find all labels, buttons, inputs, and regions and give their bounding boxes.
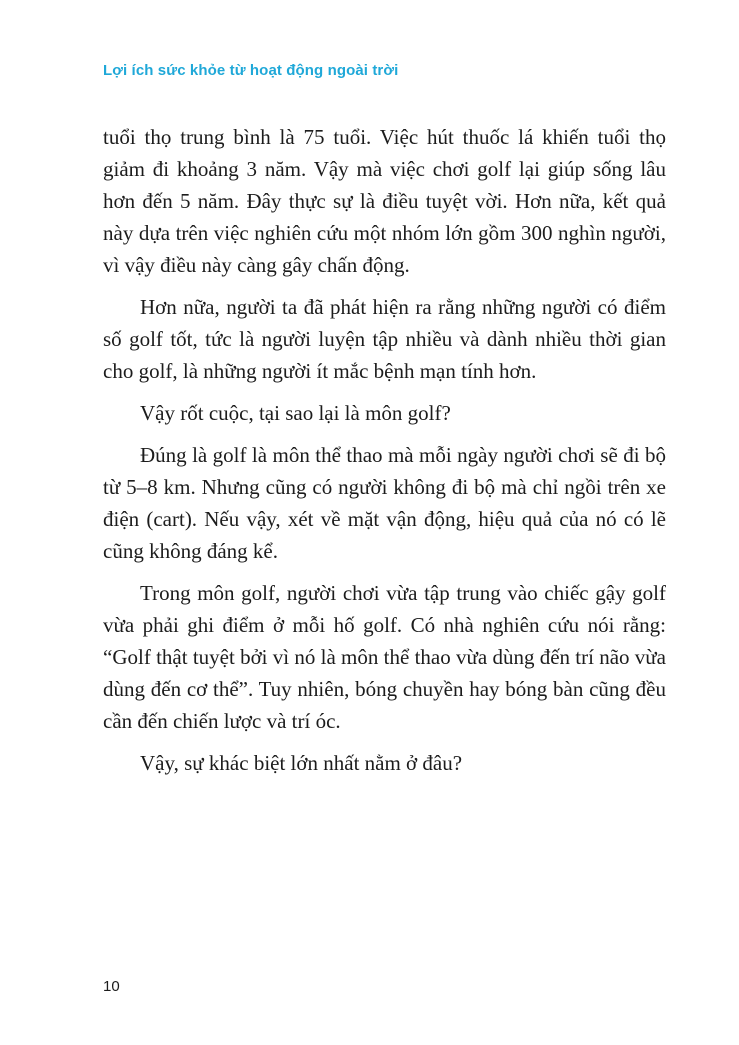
body-text <box>103 121 666 789</box>
paragraph-2: Hơn nữa, người ta đã phát hiện ra rằng những người có điểm số golf tốt, tức là người luyện tập nhiều và dành nhiều thời gian cho golf, là những người ít mắc bệnh mạn tính hơn. <box>103 295 666 383</box>
paragraph-3: Vậy rốt cuộc, tại sao lại là môn golf? <box>140 401 451 425</box>
paragraph-4: Đúng là golf là môn thể thao mà mỗi ngày người chơi sẽ đi bộ từ 5–8 km. Nhưng cũng có người không đi bộ mà chỉ ngồi trên xe điện (cart). Nếu vậy, xét về mặt vận động, hiệu quả của nó có lẽ cũng không đáng kể. <box>103 443 666 563</box>
paragraph-6: Vậy, sự khác biệt lớn nhất nằm ở đâu? <box>140 751 463 775</box>
paragraph-1: tuổi thọ trung bình là 75 tuổi. Việc hút thuốc lá khiến tuổi thọ giảm đi khoảng 3 năm. Vậy mà việc chơi golf lại giúp sống lâu hơn đến 5 năm. Đây thực sự là điều tuyệt vời. Hơn nữa, kết quả này dựa trên việc nghiên cứu một nhóm lớn gồm 300 nghìn người, vì vậy điều này càng gây chấn động. <box>103 125 666 277</box>
page-number: 10 <box>103 978 120 995</box>
running-header: Lợi ích sức khỏe từ hoạt động ngoài trời <box>103 62 399 79</box>
paragraph-5: Trong môn golf, người chơi vừa tập trung vào chiếc gậy golf vừa phải ghi điểm ở mỗi hố golf. Có nhà nghiên cứu nói rằng: “Golf thật tuyệt bởi vì nó là môn thể thao vừa dùng đến trí não vừa dùng đến cơ thể”. Tuy nhiên, bóng chuyền hay bóng bàn cũng đều cần đến chiến lược và trí óc. <box>103 581 666 733</box>
